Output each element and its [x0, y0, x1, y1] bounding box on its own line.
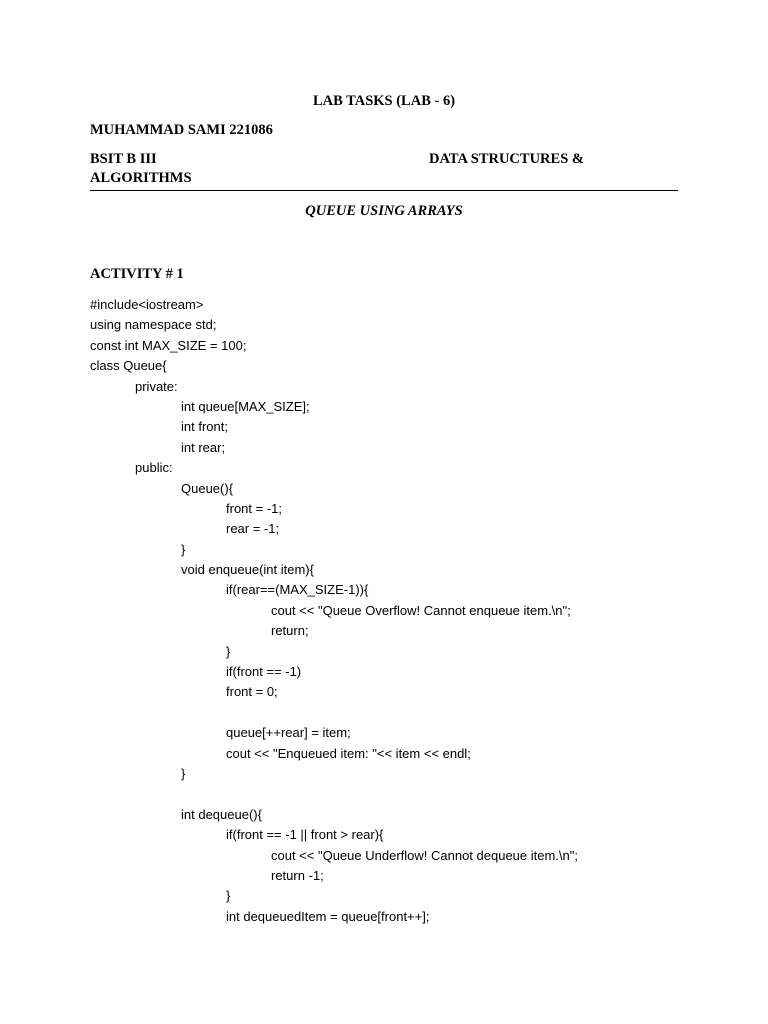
- code-line: private:: [135, 378, 178, 394]
- code-line: Queue(){: [181, 480, 234, 496]
- code-line: if(front == -1 || front > rear){: [226, 827, 384, 843]
- section-subtitle: QUEUE USING ARRAYS: [305, 203, 463, 219]
- code-line: class Queue{: [90, 358, 167, 374]
- code-line: rear = -1;: [226, 521, 280, 537]
- code-line: }: [181, 765, 186, 781]
- code-line: int queue[MAX_SIZE];: [181, 398, 310, 414]
- code-line: [90, 703, 730, 723]
- code-line: cout << "Enqueued item: "<< item << endl;: [226, 745, 471, 761]
- class-label: BSIT B III: [90, 151, 157, 167]
- code-line: if(rear==(MAX_SIZE-1)){: [226, 582, 369, 598]
- code-line: if(front == -1): [226, 664, 302, 680]
- code-line: #include<iostream>: [90, 297, 204, 312]
- course-label: DATA STRUCTURES &: [429, 151, 584, 167]
- code-block: [90, 295, 730, 927]
- code-line: public:: [135, 460, 173, 476]
- activity-heading: ACTIVITY # 1: [90, 266, 184, 282]
- document-title: LAB TASKS (LAB - 6): [312, 93, 456, 109]
- code-line: queue[++rear] = item;: [226, 725, 351, 741]
- code-line: int rear;: [181, 439, 226, 455]
- code-line: front = -1;: [226, 500, 282, 516]
- author-line: MUHAMMAD SAMI 221086: [90, 122, 273, 138]
- code-line: [90, 784, 730, 804]
- code-line: return;: [271, 623, 309, 639]
- code-line: return -1;: [271, 867, 324, 883]
- code-line: front = 0;: [226, 684, 278, 700]
- code-line: }: [226, 643, 231, 659]
- code-line: }: [181, 541, 186, 557]
- code-line: cout << "Queue Overflow! Cannot enqueue item.\n";: [271, 602, 571, 618]
- code-line: const int MAX_SIZE = 100;: [90, 337, 247, 353]
- code-line: int dequeuedItem = queue[front++];: [226, 908, 430, 924]
- code-line: using namespace std;: [90, 317, 217, 333]
- code-line: int front;: [181, 419, 228, 435]
- code-line: int dequeue(){: [181, 806, 262, 822]
- code-line: void enqueue(int item){: [181, 562, 314, 578]
- code-line: cout << "Queue Underflow! Cannot dequeue item.\n";: [271, 847, 578, 863]
- code-line: }: [226, 888, 231, 904]
- course-label-continued: ALGORITHMS: [90, 170, 192, 186]
- header-divider: [90, 190, 678, 191]
